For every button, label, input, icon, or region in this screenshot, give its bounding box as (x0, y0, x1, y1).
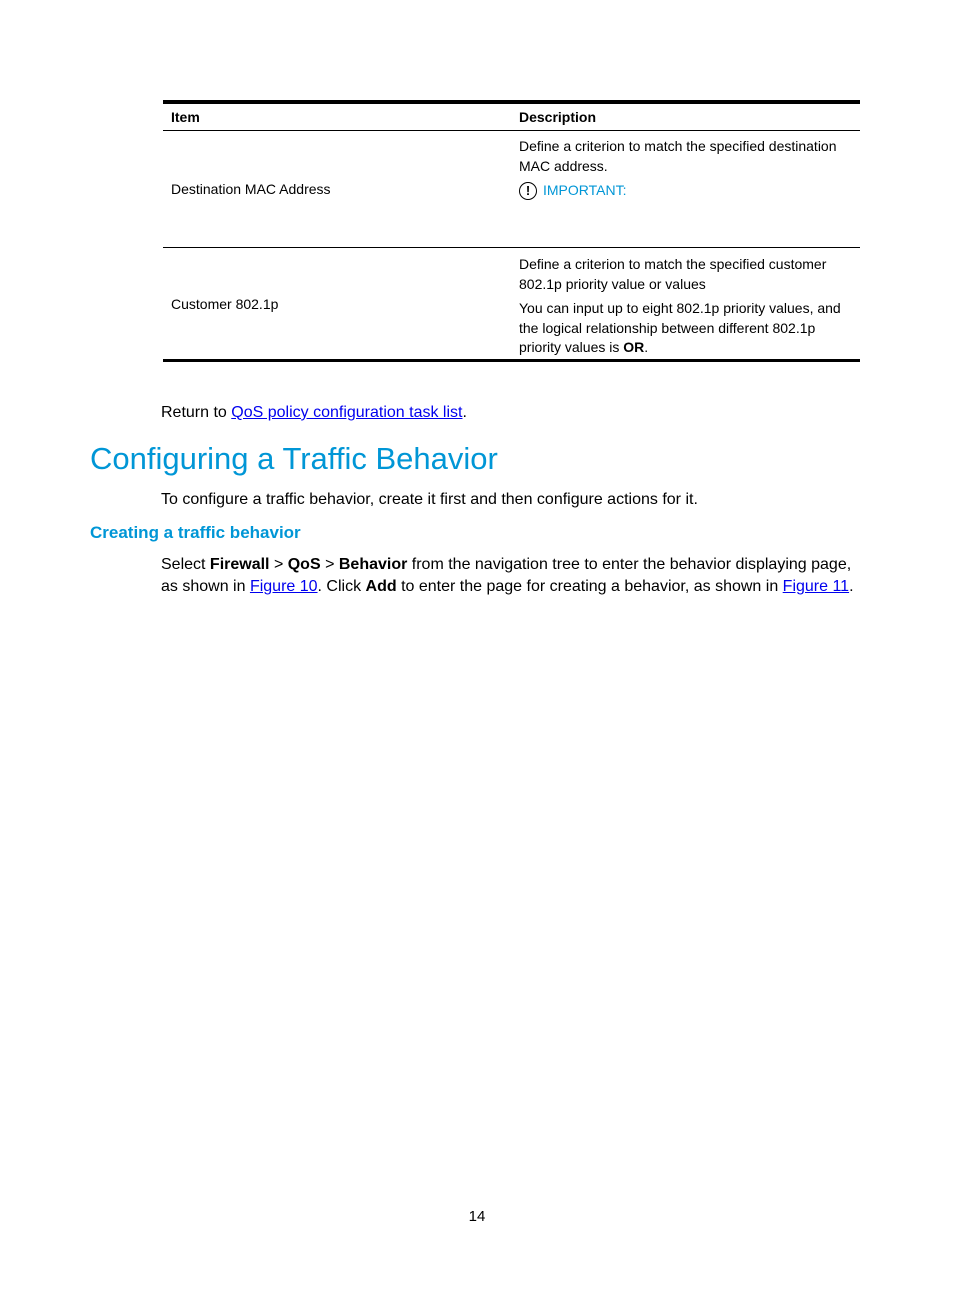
add-keyword: Add (365, 578, 397, 595)
important-note (519, 181, 854, 201)
criteria-table (163, 100, 860, 362)
row-description (511, 248, 860, 359)
header-description: Description (519, 109, 597, 125)
text-fragment: > (320, 556, 339, 573)
important-label: IMPORTANT: (543, 182, 627, 198)
page-number: 14 (468, 1208, 486, 1225)
table-bottom-rule (163, 359, 860, 362)
table-header (163, 104, 860, 131)
instruction-paragraph (161, 554, 866, 598)
exclamation-circle-icon: ! (519, 182, 537, 200)
section-intro: To configure a traffic behavior, create it first and then configure actions for it. (161, 491, 698, 508)
text-fragment: to enter the page for creating a behavior, as shown in (396, 578, 783, 595)
text-fragment: . (849, 578, 854, 595)
return-prefix: Return to (161, 404, 232, 421)
menu-firewall: Firewall (209, 556, 270, 573)
table-row (163, 131, 860, 248)
header-item: Item (171, 109, 200, 125)
description-text: Define a criterion to match the specified customer 802.1p priority value or values (519, 256, 827, 292)
description-text (519, 299, 854, 358)
text-fragment: > (269, 556, 288, 573)
text-fragment: from the navigation tree to enter the behavior displaying page, as shown in (161, 556, 852, 595)
menu-qos: QoS (287, 556, 321, 573)
row-description (511, 131, 860, 247)
table-row (163, 248, 860, 359)
section-title: Configuring a Traffic Behavior (90, 441, 498, 476)
text-fragment: . Click (317, 578, 366, 595)
figure-11-link[interactable]: Figure 11 (782, 578, 850, 595)
text-fragment: Select (161, 556, 210, 573)
return-suffix: . (462, 404, 467, 421)
description-fragment: You can input up to eight 802.1p priority values, and the logical relationship between different 802.1p priority values is (519, 300, 841, 355)
figure-10-link[interactable]: Figure 10 (249, 578, 318, 595)
description-text: Define a criterion to match the specified destination MAC address. (519, 138, 837, 174)
return-line (161, 404, 467, 422)
qos-policy-task-list-link[interactable]: QoS policy configuration task list (231, 404, 463, 421)
bold-keyword: OR (623, 339, 645, 355)
description-fragment: . (644, 339, 649, 355)
row-item-label: Customer 802.1p (171, 296, 279, 312)
row-item-label: Destination MAC Address (171, 181, 331, 197)
menu-behavior: Behavior (338, 556, 408, 573)
subsection-title: Creating a traffic behavior (90, 523, 301, 542)
